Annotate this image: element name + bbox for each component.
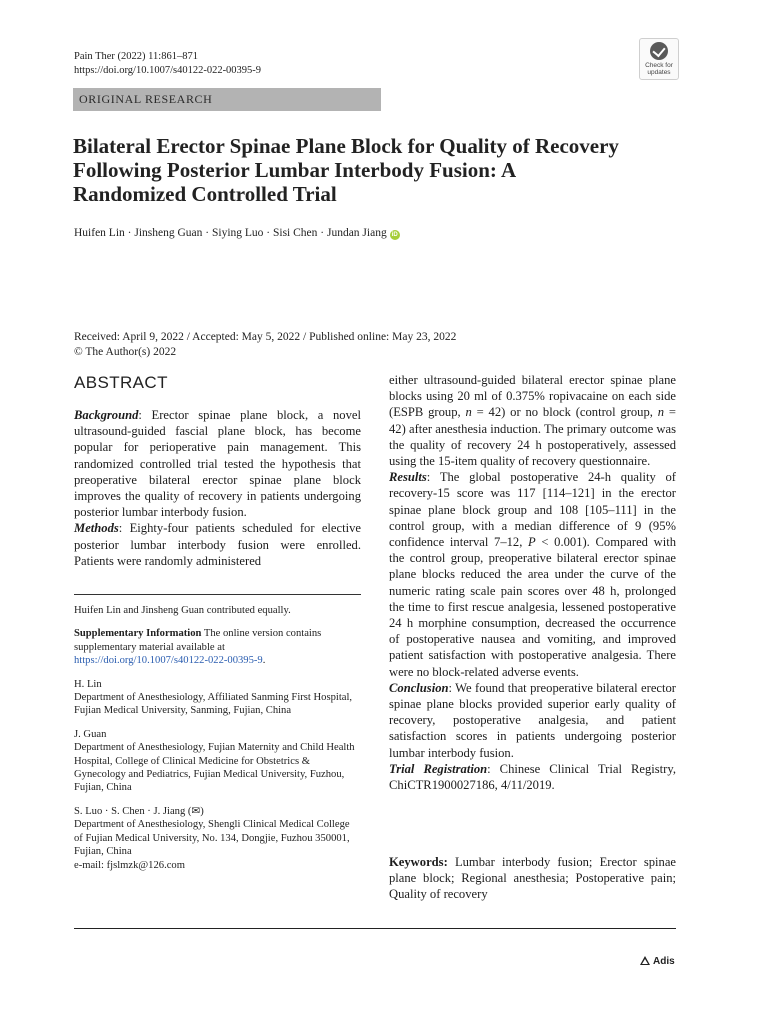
- check-for-updates-button[interactable]: [639, 38, 679, 80]
- abstract-conclusion: [389, 680, 676, 761]
- aff3-text: Department of Anesthesiology, Shengli Clinical Medical College of Fujian Medical University, No. 134, Dongjie, Fuzhou 350001, Fujian, China: [74, 819, 350, 858]
- abstract-trial-registration: [389, 761, 676, 793]
- author-names[interactable]: Huifen Lin · Jinsheng Guan · Siying Luo · Sisi Chen · Jundan Jiang: [74, 227, 387, 239]
- doi-line[interactable]: https://doi.org/10.1007/s40122-022-00395-9: [74, 65, 262, 76]
- results-label: Results: [389, 470, 427, 485]
- check-updates-icon: [650, 42, 668, 60]
- equal-contribution-note: Huifen Lin and Jinsheng Guan contributed equally.: [74, 605, 291, 616]
- abstract-right-column: [389, 372, 676, 793]
- trial-text: : Chinese Clinical Trial Registry, ChiCTR1900027186, 4/11/2019.: [389, 761, 676, 793]
- abstract-background: [74, 407, 361, 520]
- aff1-name: H. Lin: [74, 678, 102, 690]
- keywords-label: Keywords:: [389, 855, 448, 869]
- check-updates-label-1: Check for: [645, 62, 673, 69]
- aff3-email[interactable]: e-mail: fjslmzk@126.com: [74, 859, 185, 871]
- abstract-methods-start: [74, 520, 361, 569]
- footnote-divider: [74, 594, 361, 595]
- conclusion-label: Conclusion: [389, 680, 449, 695]
- publication-dates: [74, 330, 456, 359]
- adis-triangle-icon: [640, 956, 650, 965]
- supp-end: .: [262, 655, 266, 667]
- keywords: [389, 854, 676, 903]
- background-text: : Erector spinae plane block, a novel ultrasound-guided fascial plane block, has become popular for perioperative pain management. This randomized controlled trial tested the hypothesis that preoperative bilateral erector spinae plane block improves the quality of recovery in patients undergoing posterior lumbar interbody fusion.: [74, 408, 361, 520]
- aff2-name: J. Guan: [74, 728, 107, 740]
- abstract-left-column: [74, 407, 361, 569]
- publisher-logo: [640, 956, 675, 967]
- methods-text-c: = 42) after anesthesia induction. The primary outcome was the quality of recovery 24 h postoperatively, assessed using the 15-item quality of recovery questionnaire.: [389, 405, 676, 469]
- methods-text-left: : Eighty-four patients scheduled for elective posterior lumbar interbody fusion were enrolled. Patients were randomly administered: [74, 521, 361, 568]
- supplementary-info-note: [74, 627, 361, 667]
- bottom-divider: [74, 928, 676, 929]
- orcid-icon[interactable]: iD: [391, 232, 398, 238]
- journal-line: Pain Ther (2022) 11:861–871: [74, 51, 198, 62]
- methods-n2: n: [657, 405, 665, 420]
- abstract-methods-continued: [389, 372, 676, 469]
- article-category: ORIGINAL RESEARCH: [79, 92, 213, 106]
- affiliation-1: [74, 678, 361, 718]
- dates-line: Received: April 9, 2022 / Accepted: May 5, 2022 / Published online: May 23, 2022: [74, 331, 457, 343]
- aff3-name: S. Luo · S. Chen · J. Jiang (✉): [74, 805, 204, 817]
- supp-link[interactable]: https://doi.org/10.1007/s40122-022-00395-9: [74, 655, 263, 667]
- methods-label: Methods: [74, 521, 119, 536]
- supp-label: Supplementary Information: [74, 628, 202, 640]
- aff1-text: Department of Anesthesiology, Affiliated Sanming First Hospital, Fujian Medical University, Sanming, Fujian, China: [74, 692, 353, 717]
- affiliation-2: [74, 728, 361, 795]
- article-title: Bilateral Erector Spinae Plane Block for Quality of Recovery Following Posterior Lumbar Interbody Fusion: A Randomized Controlled Trial: [73, 134, 619, 206]
- results-text-a: : The global postoperative 24-h quality of recovery-15 score was 117 [114–121] in the erector spinae plane block group and 108 [105–111] in the control group, with a median difference of 9 (95% confidence interval 7–12,: [389, 470, 676, 550]
- trial-label: Trial Registration: [389, 761, 488, 776]
- supp-text: The online version contains supplementary material available at: [74, 628, 322, 653]
- author-list: [74, 227, 400, 240]
- check-updates-label-2: updates: [647, 69, 671, 76]
- journal-citation: [74, 50, 261, 78]
- footnotes: [74, 604, 361, 882]
- copyright-line: © The Author(s) 2022: [74, 345, 177, 358]
- aff2-text: Department of Anesthesiology, Fujian Maternity and Child Health Hospital, College of Clinical Medicine for Obstetrics & Gynecology and Pediatrics, Fujian Medical University, Fuzhou, Fujian, China: [74, 742, 355, 794]
- affiliation-3: [74, 805, 361, 872]
- abstract-heading: ABSTRACT: [74, 373, 168, 392]
- keywords-text: Lumbar interbody fusion; Erector spinae plane block; Regional anesthesia; Postoperative pain; Quality of recovery: [389, 855, 676, 902]
- methods-text-a: either ultrasound-guided bilateral erector spinae plane blocks using 20 ml of 0.375% ropivacaine on each side (ESPB group,: [389, 373, 676, 420]
- abstract-results: [389, 469, 676, 680]
- publisher-name: Adis: [653, 956, 675, 967]
- background-label: Background: [74, 408, 139, 422]
- methods-n1: n: [465, 405, 472, 420]
- methods-text-b: = 42) or no block (control group,: [471, 405, 658, 420]
- results-text-b: < 0.001). Compared with the control group, preoperative bilateral erector spinae plane blocks reduced the area under the curve of the numeric rating scale pain scores over 48 h, prolonged the time to first rescue analgesia, lessened postoperative 24 h morphine consumption, decreased the occurrence of postoperative nausea and vomiting, and improved patient satisfaction with postoperative analgesia. There were no block-related adverse events.: [389, 535, 677, 679]
- conclusion-text: : We found that preoperative bilateral erector spinae plane blocks provided superior early quality of recovery, postoperative analgesia, and patient satisfaction scores in patients undergoing posterior lumbar interbody fusion.: [389, 680, 676, 760]
- article-category-bar: [73, 88, 381, 111]
- results-p: P: [528, 535, 536, 550]
